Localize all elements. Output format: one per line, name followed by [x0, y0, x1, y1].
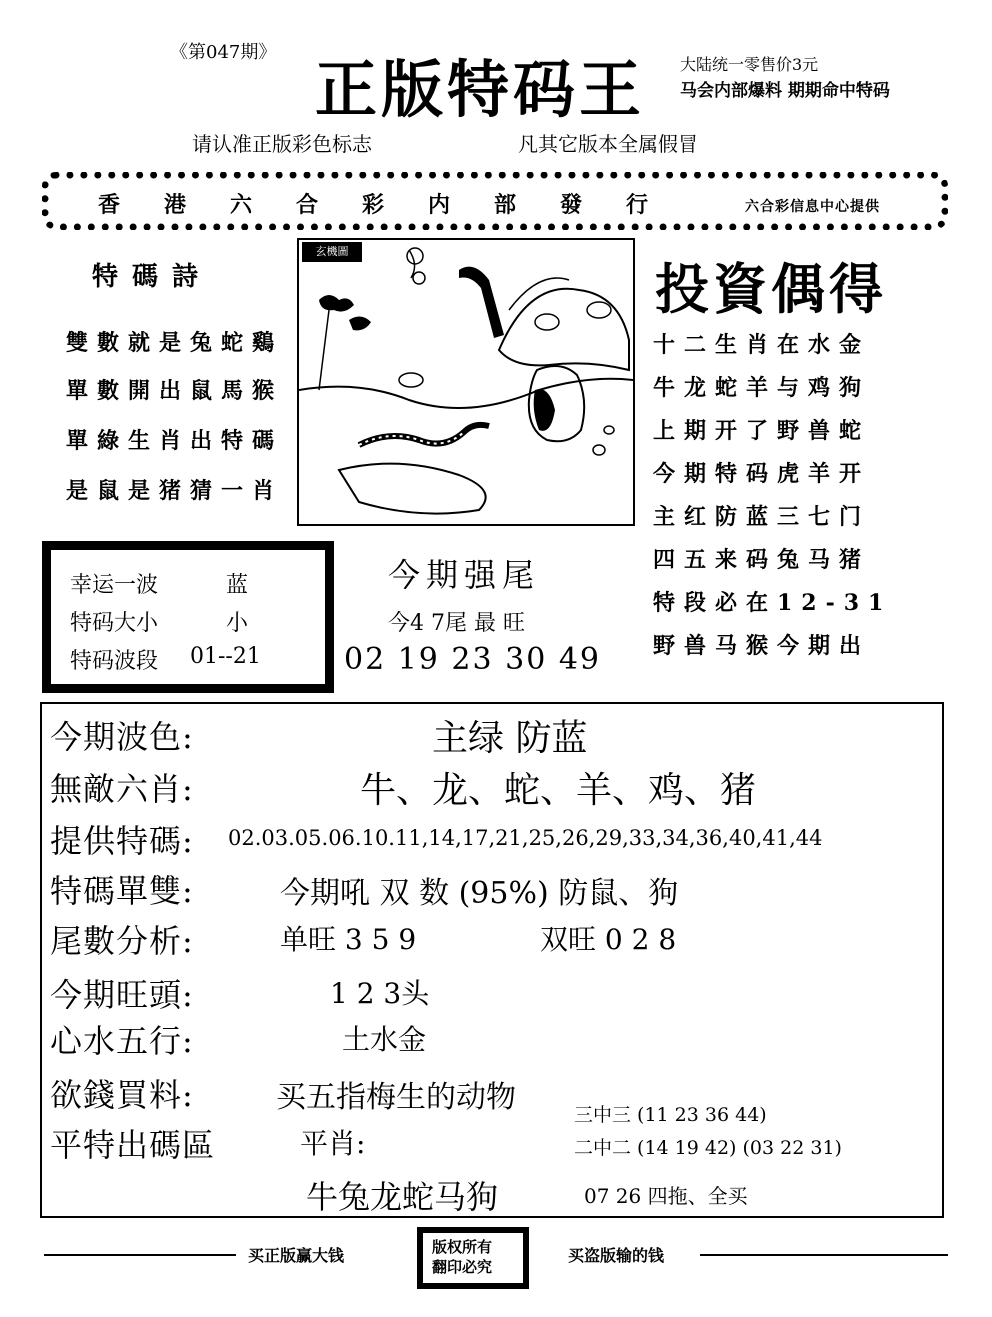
counterfeit-notice: 凡其它版本全属假冒: [518, 132, 698, 156]
issue-number: 《第047期》: [170, 42, 277, 63]
authenticity-notice: 请认准正版彩色标志: [192, 132, 372, 156]
row-label: 特碼單雙:: [50, 872, 194, 910]
invest-line: 野兽马猴今期出: [653, 633, 871, 659]
invest-title: 投資偶得: [655, 257, 887, 321]
banner-source: 六合彩信息中心提供: [745, 199, 880, 215]
special-numbers-value: 02.03.05.06.10.11,14,17,21,25,26,29,33,34,36,40,41,44: [228, 826, 823, 850]
price-note: 大陆统一零售价3元: [680, 55, 819, 74]
poem-line: 雙數就是兔蛇鷄: [66, 330, 284, 356]
illustration-stamp: 玄機圖: [302, 242, 362, 262]
flat-zodiac-label: 平肖:: [300, 1127, 366, 1160]
row-label: 心水五行:: [50, 1022, 194, 1060]
invest-line: 今期特码虎羊开: [653, 461, 871, 487]
even-tail-value: 双旺 0 2 8: [540, 923, 677, 956]
poem-line: 單數開出鼠馬猴: [66, 378, 284, 404]
strong-tail-title: 今期强尾: [388, 556, 541, 594]
row-label: 今期旺頭:: [50, 976, 194, 1014]
special-size-label: 特码大小: [70, 611, 159, 636]
tagline: 马会内部爆料 期期命中特码: [680, 81, 890, 101]
special-size-value: 小: [226, 611, 249, 636]
footer-right-slogan: 买盗版输的钱: [568, 1246, 665, 1265]
row-label: 無敵六肖:: [50, 770, 194, 808]
row-label: 尾數分析:: [50, 922, 194, 960]
buy-tip-value: 买五指梅生的动物: [276, 1080, 516, 1115]
invest-line: 十二生肖在水金: [653, 332, 871, 358]
row-label: 欲錢買料:: [50, 1076, 194, 1114]
hot-head-value: 1 2 3头: [330, 977, 430, 1010]
row-label: 提供特碼:: [50, 822, 194, 860]
banner-title: 香港六合彩内部發行: [98, 192, 693, 218]
strong-tail-numbers: 02 19 23 30 49: [344, 642, 602, 677]
flat-numbers: 07 26 四拖、全买: [584, 1184, 748, 1208]
odd-tail-value: 单旺 3 5 9: [280, 923, 417, 956]
ink-drawing-icon: [299, 240, 633, 524]
three-of-three: 三中三 (11 23 36 44): [574, 1104, 767, 1126]
row-label: 平特出碼區: [50, 1126, 216, 1164]
odd-even-value: 今期吼 双 数 (95%) 防鼠、狗: [280, 876, 679, 911]
copyright-line: 翻印必究: [432, 1258, 493, 1276]
flat-zodiacs: 牛兔龙蛇马狗: [306, 1178, 499, 1216]
invest-line: 四五来码兔马猪: [653, 547, 871, 573]
invest-line: 特段必在12-31: [653, 590, 893, 616]
invest-line: 牛龙蛇羊与鸡狗: [653, 375, 871, 401]
invest-line: 上期开了野兽蛇: [653, 418, 871, 444]
riddle-illustration: [297, 238, 635, 526]
six-zodiac-value: 牛、龙、蛇、羊、鸡、猪: [360, 770, 757, 811]
divider: [44, 1254, 236, 1256]
special-band-label: 特码波段: [70, 649, 159, 674]
invest-line: 主红防蓝三七门: [653, 504, 871, 530]
footer-left-slogan: 买正版赢大钱: [248, 1246, 345, 1265]
five-elements-value: 土水金: [342, 1023, 427, 1056]
two-of-two: 二中二 (14 19 42) (03 22 31): [574, 1137, 842, 1159]
poem-line: 單綠生肖出特碼: [66, 428, 284, 454]
poem-line: 是鼠是猪猜一肖: [66, 478, 284, 504]
divider: [700, 1254, 948, 1256]
wave-color-value: 主绿 防蓝: [432, 718, 588, 759]
special-band-value: 01--21: [190, 644, 261, 669]
page-title: 正版特码王: [315, 53, 646, 126]
poem-title: 特碼詩: [92, 262, 213, 292]
row-label: 今期波色:: [50, 718, 194, 756]
lucky-wave-label: 幸运一波: [70, 573, 159, 598]
copyright-line: 版权所有: [432, 1238, 493, 1256]
strong-tail-sub: 今4 7尾 最 旺: [388, 611, 525, 636]
lucky-wave-value: 蓝: [226, 573, 249, 598]
